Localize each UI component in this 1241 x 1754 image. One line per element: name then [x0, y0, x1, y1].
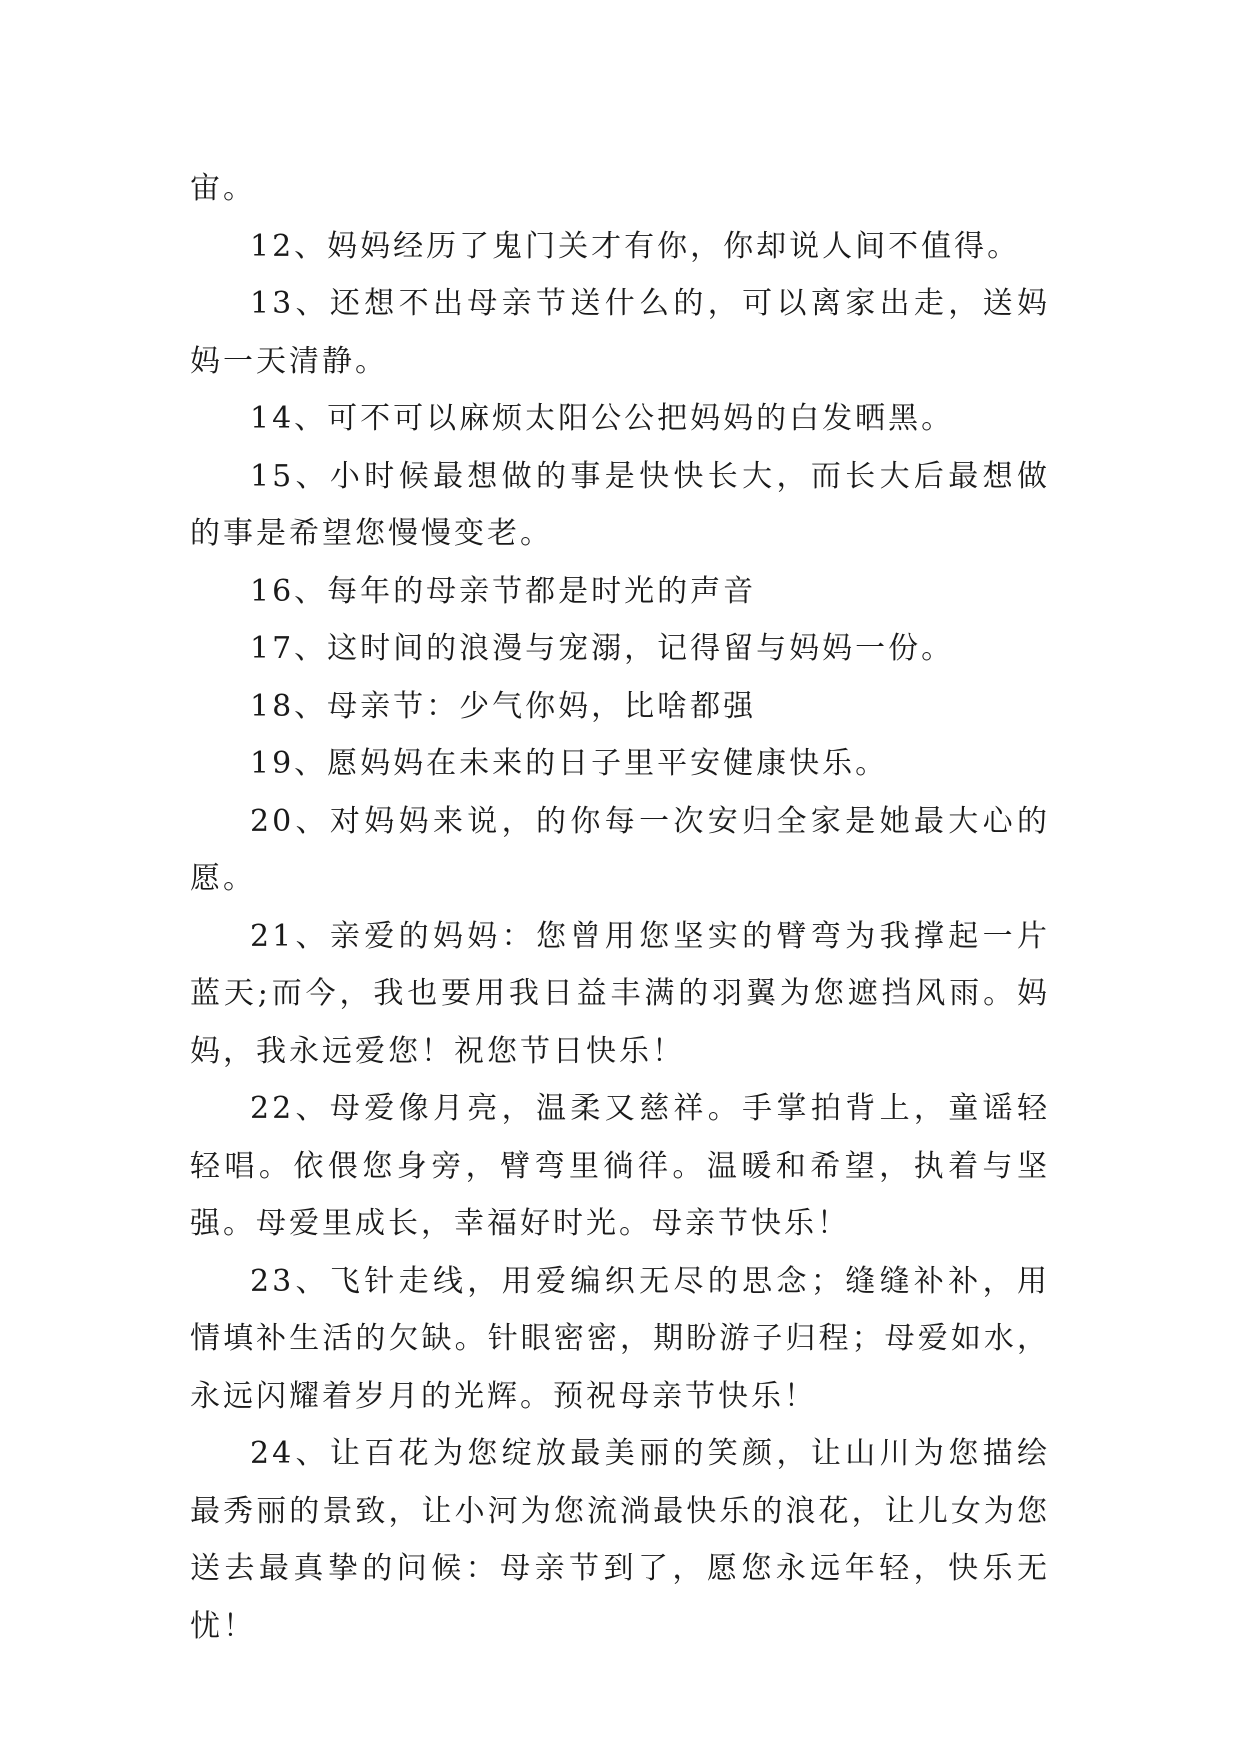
paragraph-item-22: 22、母爱像月亮，温柔又慈祥。手掌拍背上，童谣轻轻唱。依偎您身旁，臂弯里徜徉。温暖和希望，执着与坚强。母爱里成长，幸福好时光。母亲节快乐！	[190, 1091, 1050, 1241]
paragraph-item-19: 19、愿妈妈在未来的日子里平安健康快乐。	[250, 746, 889, 781]
paragraph-item-23: 23、飞针走线，用爱编织无尽的思念；缝缝补补，用情填补生活的欠缺。针眼密密，期盼游子归程；母爱如水，永远闪耀着岁月的光辉。预祝母亲节快乐！	[190, 1263, 1050, 1414]
paragraph-continuation: 宙。	[190, 171, 256, 206]
paragraph-item-17: 17、这时间的浪漫与宠溺，记得留与妈妈一份。	[250, 631, 955, 666]
paragraph-item-16: 16、每年的母亲节都是时光的声音	[250, 573, 757, 609]
paragraph-item-24: 24、让百花为您绽放最美丽的笑颜，让山川为您描绘最秀丽的景致，让小河为您流淌最快乐的浪花，让儿女为您送去最真挚的问候：母亲节到了，愿您永远年轻，快乐无忧！	[190, 1436, 1050, 1644]
paragraph-item-18: 18、母亲节：少气你妈，比啥都强	[250, 688, 757, 724]
paragraph-item-20: 20、对妈妈来说，的你每一次安归全家是她最大心的愿。	[190, 803, 1050, 896]
paragraph-item-13: 13、还想不出母亲节送什么的，可以离家出走，送妈妈一天清静。	[190, 286, 1050, 379]
document-body	[190, 160, 1050, 1655]
paragraph-item-21: 21、亲爱的妈妈：您曾用您坚实的臂弯为我撑起一片蓝天;而今，我也要用我日益丰满的羽翼为您遮挡风雨。妈妈，我永远爱您！祝您节日快乐！	[190, 918, 1050, 1069]
paragraph-item-15: 15、小时候最想做的事是快快长大，而长大后最想做的事是希望您慢慢变老。	[190, 458, 1050, 551]
paragraph-item-12: 12、妈妈经历了鬼门关才有你，你却说人间不值得。	[250, 228, 1021, 264]
paragraph-item-14: 14、可不可以麻烦太阳公公把妈妈的白发晒黑。	[250, 401, 955, 436]
